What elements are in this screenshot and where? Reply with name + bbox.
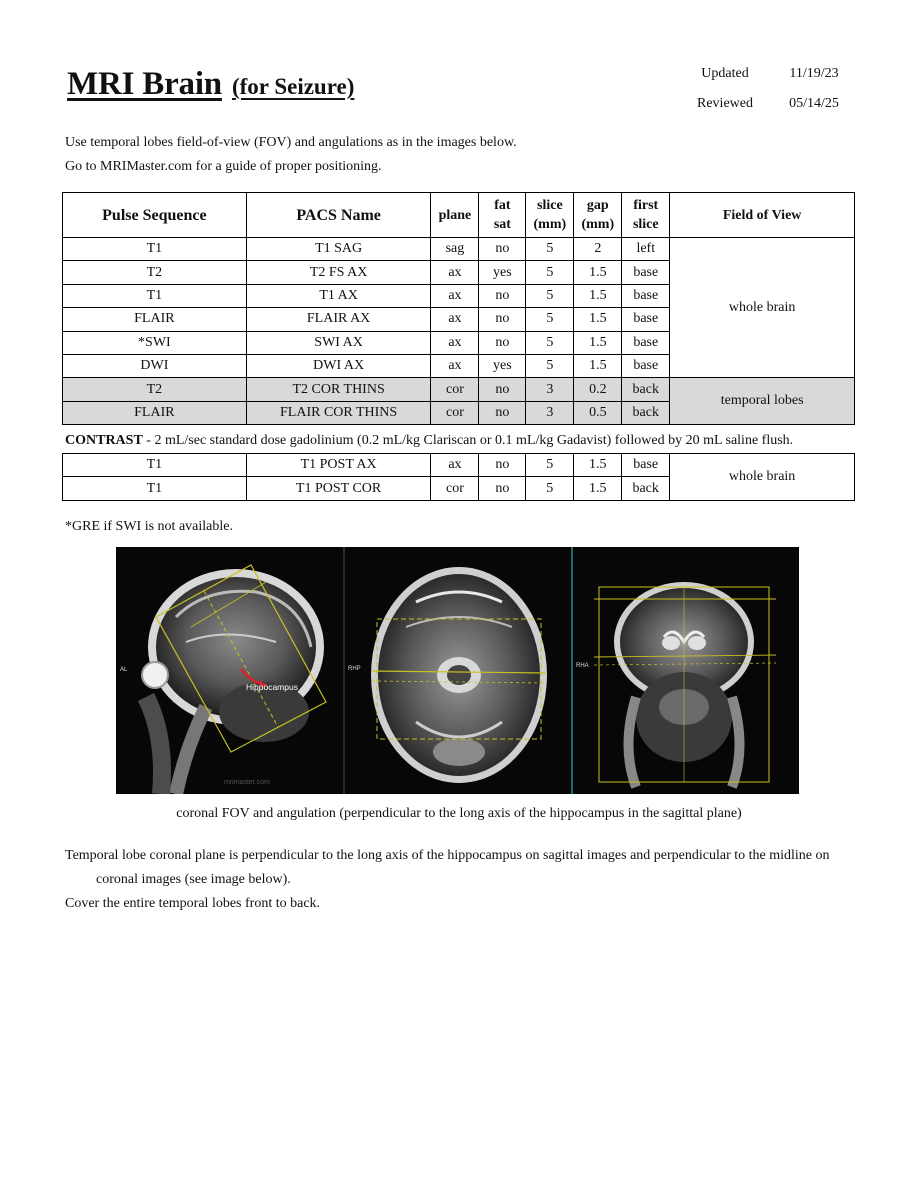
cell-gap: 2 (574, 238, 622, 261)
header-pacs-name: PACS Name (246, 193, 431, 238)
header-slice: slice (mm) (526, 193, 574, 238)
revision-dates (680, 59, 858, 119)
updated-date: 11/19/23 (789, 66, 839, 81)
cell-plane: ax (431, 354, 479, 377)
axial-image (345, 547, 571, 794)
header-plane: plane (431, 193, 479, 238)
cell-gap: 0.5 (574, 401, 622, 424)
image-caption: coronal FOV and angulation (perpendicular to the long axis of the hippocampus in the sagittal plane) (176, 806, 742, 821)
intro-text (65, 131, 517, 179)
intro-line-1: Use temporal lobes field-of-view (FOV) and angulations as in the images below. (65, 135, 517, 150)
cell-first-slice: base (622, 454, 670, 477)
cell-pulse: T1 (63, 477, 247, 500)
cell-pacs: DWI AX (246, 354, 431, 377)
cell-pulse: T2 (63, 261, 247, 284)
cell-fat-sat: no (479, 454, 526, 477)
updated-label: Updated (701, 66, 749, 81)
reviewed-label: Reviewed (697, 96, 753, 111)
reviewed-row (680, 89, 858, 119)
cell-pacs: FLAIR AX (246, 308, 431, 331)
header-field-of-view: Field of View (670, 193, 855, 238)
cell-slice: 3 (526, 401, 574, 424)
cell-pulse: FLAIR (63, 401, 247, 424)
cell-slice: 5 (526, 331, 574, 354)
rhp-label: RHP (348, 666, 361, 672)
cell-fat-sat: no (479, 331, 526, 354)
cell-gap: 1.5 (574, 284, 622, 307)
cell-plane: cor (431, 477, 479, 500)
cell-fat-sat: yes (479, 354, 526, 377)
cell-gap: 1.5 (574, 354, 622, 377)
panel-divider (343, 547, 345, 794)
cell-gap: 1.5 (574, 261, 622, 284)
watermark: mrimaster.com (224, 779, 270, 786)
protocol-table (62, 192, 855, 425)
panel-divider-2 (571, 547, 573, 794)
cell-slice: 5 (526, 454, 574, 477)
header-first-slice: first slice (622, 193, 670, 238)
cell-pulse: *SWI (63, 331, 247, 354)
cell-pacs: T2 COR THINS (246, 378, 431, 401)
cell-pacs: SWI AX (246, 331, 431, 354)
cell-pacs: T2 FS AX (246, 261, 431, 284)
cell-pulse: T2 (63, 378, 247, 401)
cell-pulse: FLAIR (63, 308, 247, 331)
cell-first-slice: back (622, 477, 670, 500)
cell-pulse: T1 (63, 238, 247, 261)
cell-gap: 1.5 (574, 477, 622, 500)
notes (65, 844, 855, 916)
cell-slice: 5 (526, 261, 574, 284)
cell-pacs: T1 AX (246, 284, 431, 307)
cell-first-slice: back (622, 401, 670, 424)
cell-pulse: DWI (63, 354, 247, 377)
header-fat-sat: fat sat (479, 193, 526, 238)
cell-gap: 1.5 (574, 454, 622, 477)
cell-pacs: FLAIR COR THINS (246, 401, 431, 424)
cell-first-slice: base (622, 261, 670, 284)
cell-slice: 5 (526, 284, 574, 307)
cell-plane: ax (431, 261, 479, 284)
sagittal-image (116, 547, 343, 794)
cell-slice: 5 (526, 477, 574, 500)
cell-slice: 3 (526, 378, 574, 401)
hippocampus-label: Hippocampus (246, 682, 298, 692)
cell-fat-sat: no (479, 284, 526, 307)
cell-fov-whole-brain: whole brain (670, 238, 855, 378)
cell-gap: 0.2 (574, 378, 622, 401)
cell-slice: 5 (526, 238, 574, 261)
cell-fat-sat: no (479, 401, 526, 424)
al-label: AL (120, 667, 128, 673)
cell-first-slice: left (622, 238, 670, 261)
table-row (63, 238, 855, 261)
cell-slice: 5 (526, 308, 574, 331)
cell-plane: cor (431, 378, 479, 401)
cell-fat-sat: yes (479, 261, 526, 284)
cell-pulse: T1 (63, 284, 247, 307)
cell-fat-sat: no (479, 378, 526, 401)
cell-plane: sag (431, 238, 479, 261)
contrast-label: CONTRAST (65, 433, 143, 448)
cell-fov-temporal-lobes: temporal lobes (670, 378, 855, 425)
cell-pulse: T1 (63, 454, 247, 477)
cell-plane: ax (431, 454, 479, 477)
cell-plane: ax (431, 308, 479, 331)
cell-first-slice: back (622, 378, 670, 401)
cell-gap: 1.5 (574, 331, 622, 354)
cell-fat-sat: no (479, 308, 526, 331)
post-contrast-table (62, 453, 855, 501)
rha-label: RHA (576, 663, 589, 669)
cell-gap: 1.5 (574, 308, 622, 331)
cell-first-slice: base (622, 284, 670, 307)
page-title (67, 66, 354, 103)
cell-pacs: T1 SAG (246, 238, 431, 261)
contrast-text: - 2 mL/sec standard dose gadolinium (0.2 mL/kg Clariscan or 0.1 mL/kg Gadavist) followed by 20 mL saline flush. (142, 433, 794, 448)
cell-pacs: T1 POST AX (246, 454, 431, 477)
cell-first-slice: base (622, 308, 670, 331)
mri-images-svg (116, 547, 799, 794)
table-row (63, 454, 855, 477)
cell-first-slice: base (622, 331, 670, 354)
cell-fat-sat: no (479, 238, 526, 261)
title-main: MRI Brain (67, 66, 222, 102)
table-header-row (63, 193, 855, 238)
note-line-1: Temporal lobe coronal plane is perpendicular to the long axis of the hippocampus on sagittal images and perpendicular to the midline on coronal images (see image below). (65, 848, 830, 887)
footnote-gre: *GRE if SWI is not available. (65, 519, 233, 534)
cell-first-slice: base (622, 354, 670, 377)
note-line-2: Cover the entire temporal lobes front to back. (65, 896, 321, 911)
header-gap: gap (mm) (574, 193, 622, 238)
updated-row (680, 59, 858, 89)
header-pulse-sequence: Pulse Sequence (63, 193, 247, 238)
cell-fat-sat: no (479, 477, 526, 500)
mri-image-panel (116, 547, 799, 794)
cell-plane: ax (431, 284, 479, 307)
title-subtitle: (for Seizure) (231, 74, 355, 99)
reviewed-date: 05/14/25 (789, 96, 839, 111)
cell-plane: ax (431, 331, 479, 354)
cell-fov-whole-brain: whole brain (670, 454, 855, 501)
cell-pacs: T1 POST COR (246, 477, 431, 500)
intro-line-2: Go to MRIMaster.com for a guide of proper positioning. (65, 159, 382, 174)
table-row (63, 378, 855, 401)
cell-slice: 5 (526, 354, 574, 377)
cell-plane: cor (431, 401, 479, 424)
contrast-instructions (65, 433, 793, 449)
coronal-image (573, 547, 799, 794)
